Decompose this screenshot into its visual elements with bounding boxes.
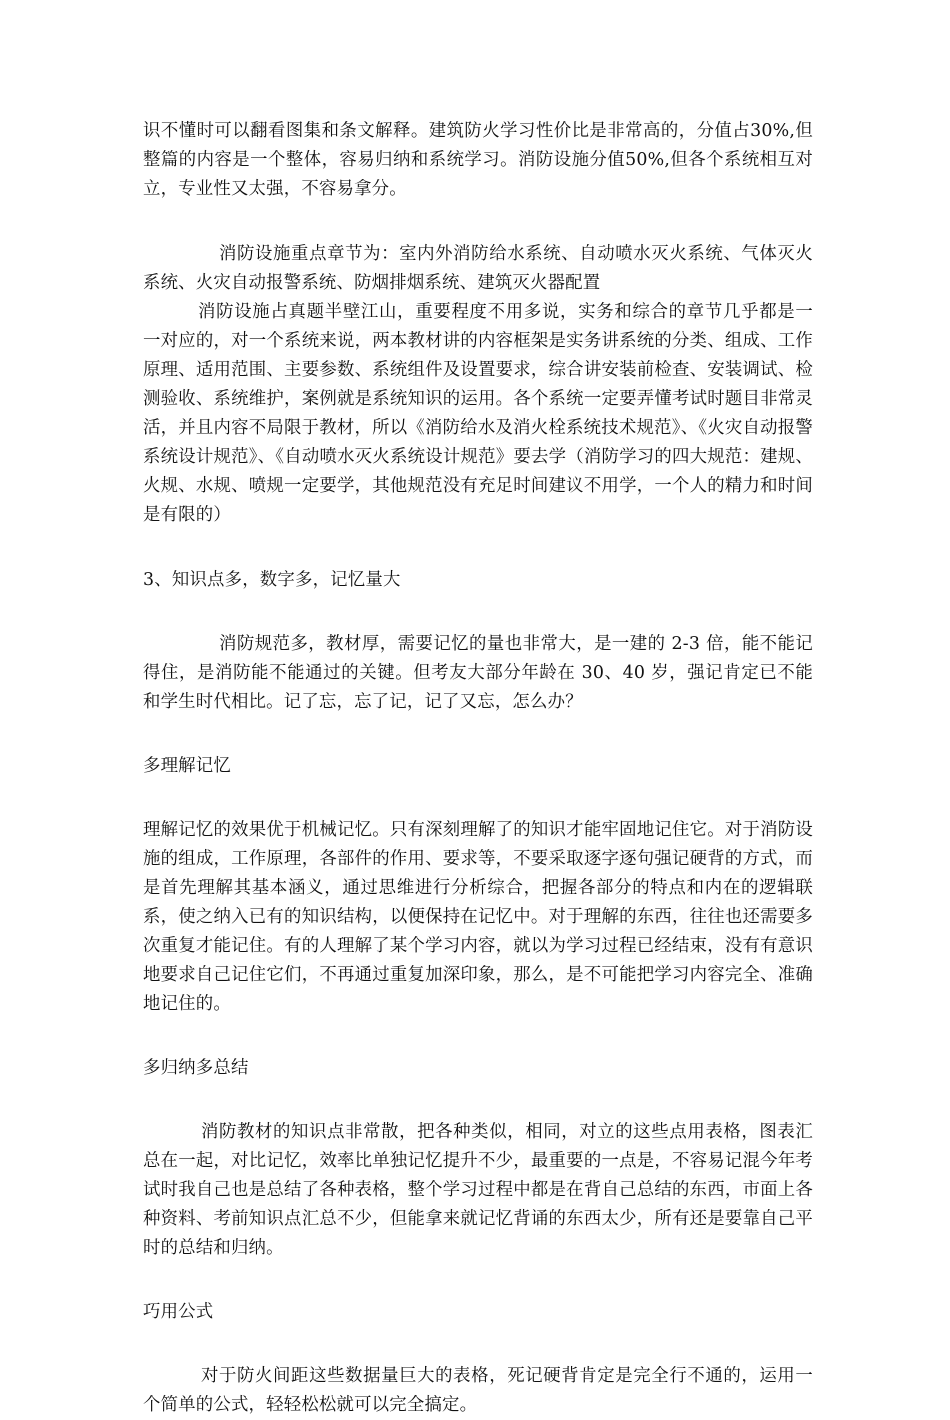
section-heading-memory: 3、知识点多，数字多，记忆量大 [143, 570, 401, 590]
subheading-formula: 巧用公式 [143, 1302, 214, 1322]
subheading-summarize: 多归纳多总结 [143, 1058, 249, 1078]
document-page [143, 117, 813, 1420]
subheading-understand-memory: 多理解记忆 [143, 756, 231, 776]
paragraph-summarize: 消防教材的知识点非常散，把各种类似，相同，对立的这些点用表格，图表汇总在一起，对比记忆，效率比单独记忆提升不少，最重要的一点是，不容易记混今年考试时我自己也是总结了各种表格，整个学习过程中都是在背自己总结的东西，市面上各种资料、考前知识点汇总不少，但能拿来就记忆背诵的东西太少，所有还是要靠自己平时的总结和归纳。 [143, 1122, 813, 1258]
paragraph-key-chapters: 消防设施重点章节为：室内外消防给水系统、自动喷水灭火系统、气体灭火系统、火灾自动报警系统、防烟排烟系统、建筑灭火器配置 [143, 244, 813, 293]
paragraph-memory-problem: 消防规范多，教材厚，需要记忆的量也非常大，是一建的 2-3 倍，能不能记得住，是消防能不能通过的关键。但考友大部分年龄在 30、40 岁，强记肯定已不能和学生时代相比。记了忘，忘了记，记了又忘，怎么办？ [143, 634, 813, 712]
paragraph-formula: 对于防火间距这些数据量巨大的表格，死记硬背肯定是完全行不通的，运用一个简单的公式，轻轻松松就可以完全搞定。 [143, 1366, 813, 1415]
paragraph-fire-prevention-value: 识不懂时可以翻看图集和条文解释。建筑防火学习性价比是非常高的，分值占30%,但整篇的内容是一个整体，容易归纳和系统学习。消防设施分值50%,但各个系统相互对立，专业性又太强，不容易拿分。 [143, 121, 813, 199]
paragraph-understand-memory: 理解记忆的效果优于机械记忆。只有深刻理解了的知识才能牢固地记住它。对于消防设施的组成，工作原理，各部件的作用、要求等，不要采取逐字逐句强记硬背的方式，而是首先理解其基本涵义，通过思维进行分析综合，把握各部分的特点和内在的逻辑联系，使之纳入已有的知识结构，以便保持在记忆中。对于理解的东西，往往也还需要多次重复才能记住。有的人理解了某个学习内容，就以为学习过程已经结束，没有有意识地要求自己记住它们，不再通过重复加深印象，那么，是不可能把学习内容完全、准确地记住的。 [143, 820, 813, 1014]
paragraph-facilities-importance: 消防设施占真题半壁江山，重要程度不用多说，实务和综合的章节几乎都是一一对应的，对一个系统来说，两本教材讲的内容框架是实务讲系统的分类、组成、工作原理、适用范围、主要参数、系统组件及设置要求，综合讲安装前检查、安装调试、检测验收、系统维护，案例就是系统知识的运用。各个系统一定要弄懂考试时题目非常灵活，并且内容不局限于教材，所以《消防给水及消火栓系统技术规范》、《火灾自动报警系统设计规范》、《自动喷水灭火系统设计规范》要去学（消防学习的四大规范：建规、火规、水规、喷规一定要学，其他规范没有充足时间建议不用学，一个人的精力和时间是有限的） [143, 302, 813, 525]
